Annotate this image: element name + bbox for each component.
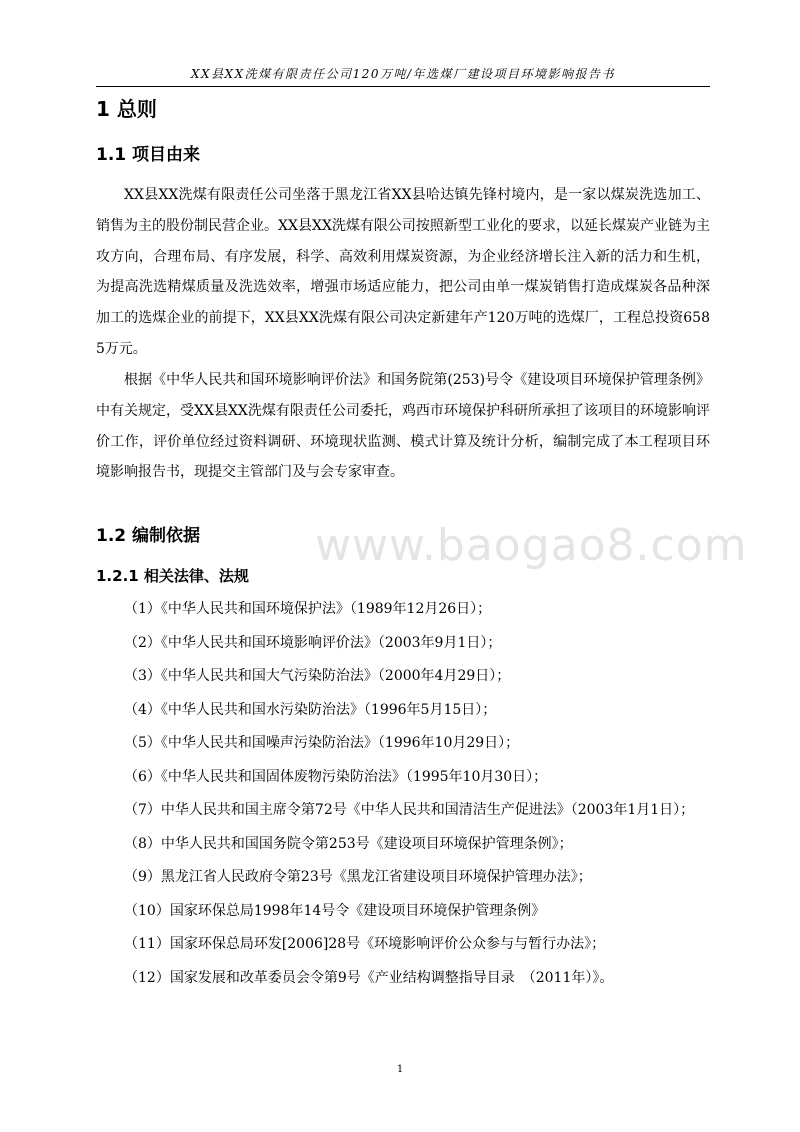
- header-rule: [96, 86, 710, 87]
- law-item-3: （3）《中华人民共和国大气污染防治法》（2000年4月29日）；: [124, 668, 511, 684]
- running-header: XX县XX洗煤有限责任公司120万吨/年选煤厂建设项目环境影响报告书: [190, 67, 616, 81]
- law-item-10: （10）国家环保总局1998年14号令《建设项目环境保护管理条例》: [124, 902, 546, 919]
- watermark: www.baogao8.com: [315, 520, 748, 571]
- section-heading-origin: 1.1 项目由来: [96, 145, 201, 165]
- origin-paragraph-1: XX县XX洗煤有限责任公司坐落于黑龙江省XX县哈达镇先锋村境内，是一家以煤炭洗选加工、销售为主的股份制民营企业。XX县XX洗煤有限公司按照新型工业化的要求，以延长煤炭产业链为主攻方向，合理布局、有序发展，科学、高效利用煤炭资源，为企业经济增长注入新的活力和生机，为提高洗选精煤质量及洗选效率，增强市场适应能力，把公司由单一煤炭销售打造成煤炭各品种深加工的选煤企业的前提下，XX县XX洗煤有限公司决定新建年产120万吨的选煤厂，工程总投资6585万元。: [96, 187, 710, 357]
- origin-paragraph-2: 根据《中华人民共和国环境影响评价法》和国务院第(253)号令《建设项目环境保护管理条例》中有关规定，受XX县XX洗煤有限责任公司委托，鸡西市环境保护科研所承担了该项目的环境影响评价工作，评价单位经过资料调研、环境现状监测、模式计算及统计分析，编制完成了本工程项目环境影响报告书，现提交主管部门及与会专家审查。: [96, 372, 710, 481]
- section-heading-basis: 1.2 编制依据: [96, 526, 201, 546]
- page-number: 1: [396, 1064, 404, 1075]
- law-item-2: （2）《中华人民共和国环境影响评价法》（2003年9月1日）；: [124, 634, 502, 651]
- laws-list: [96, 593, 710, 995]
- subsection-heading-laws: 1.2.1 相关法律、法规: [96, 567, 249, 585]
- law-item-11: （11）国家环保总局环发[2006]28号《环境影响评价公众参与与暂行办法》；: [124, 936, 606, 952]
- law-item-5: （5）《中华人民共和国噪声污染防治法》（1996年10月29日）；: [124, 735, 520, 751]
- law-item-12: （12）国家发展和改革委员会令第9号《产业结构调整指导目录 （2011年）》。: [124, 969, 614, 986]
- law-item-6: （6）《中华人民共和国固体废物污染防治法》（1995年10月30日）；: [124, 768, 548, 785]
- section-heading-general: 1 总则: [96, 97, 157, 121]
- law-item-7: （7）中华人民共和国主席令第72号《中华人民共和国清洁生产促进法》（2003年1月1日）；: [124, 802, 695, 818]
- law-item-1: （1）《中华人民共和国环境保护法》（1989年12月26日）；: [124, 601, 492, 617]
- law-item-8: （8）中华人民共和国国务院令第253号《建设项目环境保护管理条例》；: [124, 835, 573, 852]
- law-item-9: （9）黑龙江省人民政府令第23号《黑龙江省建设项目环境保护管理办法》；: [124, 869, 592, 885]
- law-item-4: （4）《中华人民共和国水污染防治法》（1996年5月15日）；: [124, 701, 497, 718]
